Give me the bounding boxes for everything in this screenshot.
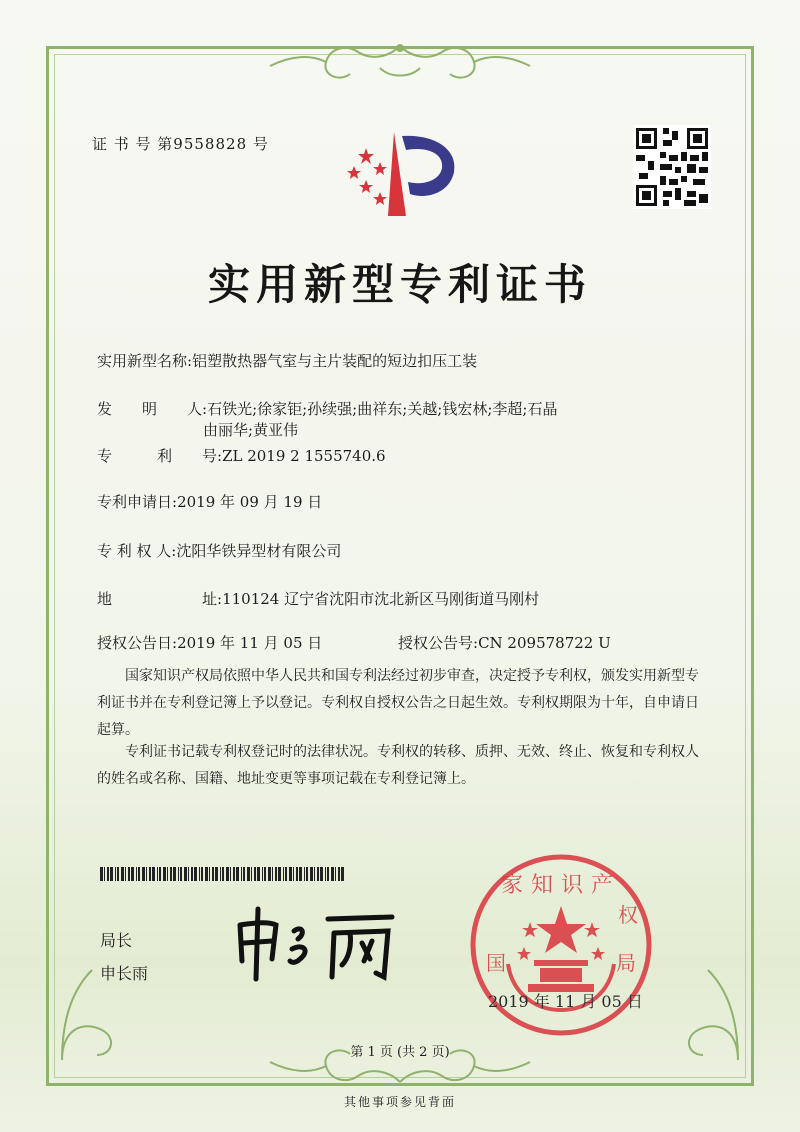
svg-text:权: 权	[618, 903, 638, 927]
inventor-value-line2: 由丽华;黄亚伟	[203, 421, 299, 439]
patent-number-value: ZL 2019 2 1555740.6	[222, 447, 386, 465]
patent-number-label: 专 利 号:	[97, 447, 223, 465]
certificate-number: 证 书 号 第9558828 号	[92, 135, 269, 153]
seal-date: 2019 年 11 月 05 日	[488, 992, 643, 1011]
patent-number-row	[97, 445, 386, 466]
inventor-label: 发 明 人:	[97, 400, 208, 418]
utility-model-name-value: 铝塑散热器气室与主片装配的短边扣压工装	[192, 352, 478, 370]
filing-date-row	[97, 491, 322, 512]
grant-number-row	[398, 632, 611, 653]
filing-date-value: 2019 年 09 月 19 日	[177, 493, 323, 511]
barcode	[100, 867, 348, 881]
inventor-value-line1: 石铁光;徐家钜;孙续强;曲祥东;关越;钱宏林;李超;石晶	[207, 400, 558, 418]
utility-model-name-label: 实用新型名称:	[97, 352, 193, 370]
page-number: 第 1 页 (共 2 页)	[350, 1045, 450, 1060]
signatory-name: 申长雨	[100, 964, 149, 983]
certificate-title: 实用新型专利证书	[207, 260, 592, 309]
legal-paragraph-1: 国家知识产权局依照中华人民共和国专利法经过初步审查，决定授予专利权，颁发实用新型专利证书并在专利登记簿上予以登记。专利权自授权公告之日起生效。专利权期限为十年，自申请日起算。	[97, 668, 699, 738]
legal-paragraph-2: 专利证书记载专利权登记时的法律状况。专利权的转移、质押、无效、终止、恢复和专利权人的姓名或名称、国籍、地址变更等事项记载在专利登记簿上。	[97, 744, 699, 787]
grant-date-row	[97, 632, 322, 653]
qr-code-icon	[633, 125, 711, 209]
address-row	[97, 588, 539, 609]
svg-text:局: 局	[616, 951, 636, 975]
grant-number-label: 授权公告号:	[398, 634, 479, 652]
footer-note: 其他事项参见背面	[343, 1095, 456, 1109]
grant-number-value: CN 209578722 U	[478, 634, 611, 652]
patentee-row	[97, 540, 341, 561]
svg-text:国: 国	[486, 951, 506, 975]
patent-office-emblem-icon	[336, 128, 466, 220]
patentee-value: 沈阳华铁异型材有限公司	[176, 542, 342, 560]
filing-date-label: 专利申请日:	[97, 493, 178, 511]
grant-date-value: 2019 年 11 月 05 日	[177, 634, 323, 652]
signatory-title: 局长	[100, 931, 133, 950]
patentee-label: 专 利 权 人:	[97, 542, 177, 560]
address-label: 地 址:	[97, 590, 223, 608]
top-ornament	[250, 38, 550, 90]
address-value: 110124 辽宁省沈阳市沈北新区马刚街道马刚村	[222, 590, 540, 608]
inventor-row	[97, 398, 557, 419]
svg-text:家知识产: 家知识产	[500, 873, 622, 898]
handwritten-signature	[232, 903, 402, 983]
inventor-row-2	[203, 419, 298, 440]
utility-model-name-row	[97, 350, 477, 371]
grant-date-label: 授权公告日:	[97, 634, 178, 652]
